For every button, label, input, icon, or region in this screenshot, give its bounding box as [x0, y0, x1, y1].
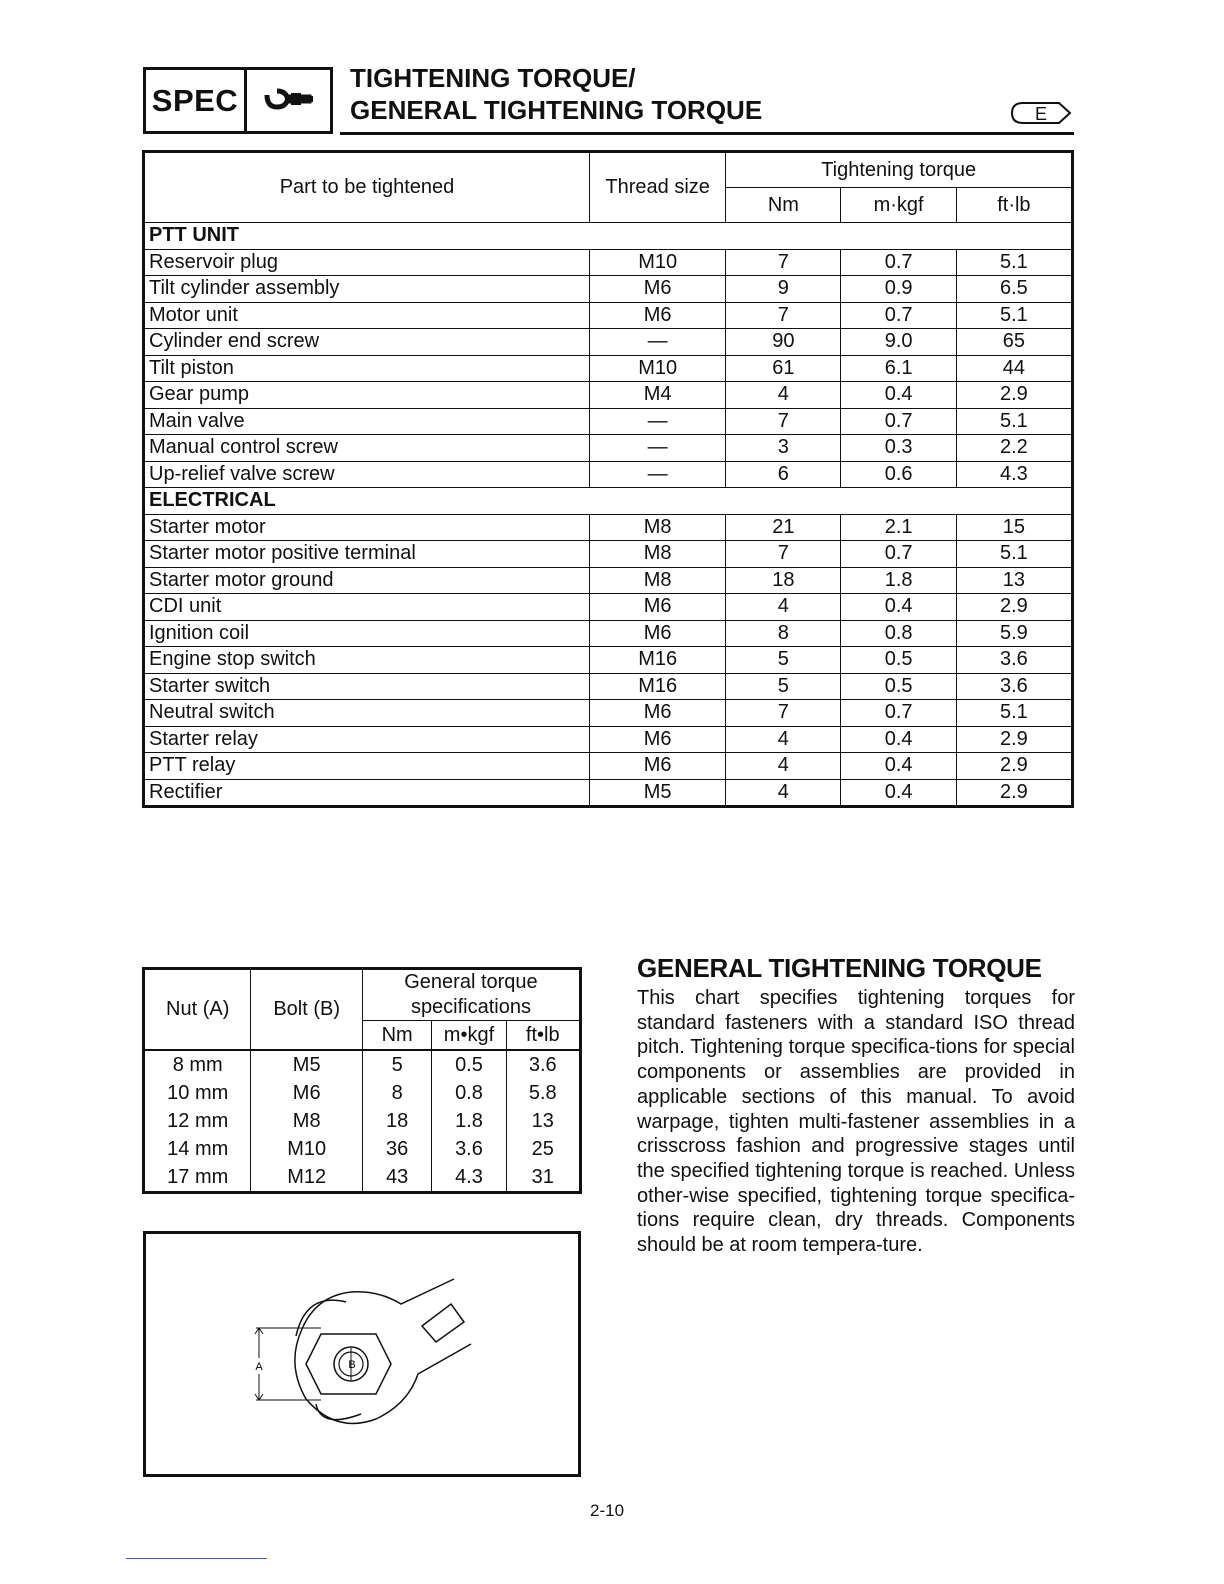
part-cell: CDI unit: [144, 594, 590, 621]
thread-cell: —: [590, 435, 726, 462]
table-row: [144, 514, 1073, 541]
nm-cell: 9: [726, 276, 841, 303]
nm-cell: 7: [726, 700, 841, 727]
table-row: [144, 1079, 581, 1107]
ftlb-cell: 5.8: [506, 1079, 580, 1107]
mkgf-cell: 0.8: [432, 1079, 506, 1107]
thread-cell: M4: [590, 382, 726, 409]
page-number: 2-10: [590, 1501, 625, 1520]
table-row: [144, 1163, 581, 1193]
ftlb-cell: 65: [956, 329, 1072, 356]
section-title: ELECTRICAL: [144, 488, 1073, 515]
col-nut-header: Nut (A): [144, 969, 251, 1051]
ftlb-cell: 25: [506, 1135, 580, 1163]
nm-cell: 18: [362, 1107, 431, 1135]
thread-cell: M8: [590, 567, 726, 594]
mkgf-cell: 0.5: [432, 1050, 506, 1079]
table-row: [144, 1135, 581, 1163]
part-cell: Engine stop switch: [144, 647, 590, 674]
mkgf-cell: 9.0: [841, 329, 956, 356]
mkgf-cell: 0.4: [841, 594, 956, 621]
nm-cell: 7: [726, 249, 841, 276]
table-row: [144, 249, 1073, 276]
table-row: [144, 726, 1073, 753]
unit-nm-header: Nm: [726, 188, 841, 223]
mkgf-cell: 0.4: [841, 779, 956, 807]
torque-table-body: [144, 223, 1073, 807]
nm-cell: 4: [726, 726, 841, 753]
mkgf-cell: 2.1: [841, 514, 956, 541]
part-cell: Ignition coil: [144, 620, 590, 647]
bolt-cell: M6: [251, 1079, 362, 1107]
thread-cell: M5: [590, 779, 726, 807]
thread-cell: M6: [590, 620, 726, 647]
part-cell: Starter motor positive terminal: [144, 541, 590, 568]
col-part-header: Part to be tightened: [144, 152, 590, 223]
nut-and-wrench-illustration: [146, 1234, 578, 1474]
col-spec-header: General torque specifications: [362, 969, 580, 1021]
part-cell: Manual control screw: [144, 435, 590, 462]
bolt-cell: M12: [251, 1163, 362, 1193]
general-torque-paragraph: This chart specifies tightening torques for standard fasteners with a standard ISO thread pitch. Tightening torque specifica-tions for special components or assemblies are provided in applicable sections of this manual. To avoid warpage, tighten multi-fastener assemblies in a crisscross fashion and progressive stages until the specified tightening torque is reached. Unless other-wise specified, tightening torque specifica-tions require clean, dry threads. Components should be at room tempera-ture.: [637, 987, 1075, 1257]
table-row: [144, 673, 1073, 700]
mkgf-cell: 0.7: [841, 408, 956, 435]
nut-cell: 14 mm: [144, 1135, 251, 1163]
mkgf-cell: 0.5: [841, 673, 956, 700]
table-row: [144, 647, 1073, 674]
unit-ftlb-header: ft·lb: [956, 188, 1072, 223]
thread-cell: M6: [590, 726, 726, 753]
section-row: [144, 223, 1073, 250]
table-row: [144, 753, 1073, 780]
mkgf-cell: 3.6: [432, 1135, 506, 1163]
part-cell: Cylinder end screw: [144, 329, 590, 356]
ftlb-cell: 31: [506, 1163, 580, 1193]
general-table-body: [144, 1050, 581, 1193]
section-row: [144, 488, 1073, 515]
part-cell: Tilt cylinder assembly: [144, 276, 590, 303]
thread-cell: —: [590, 408, 726, 435]
nm-cell: 5: [362, 1050, 431, 1079]
part-cell: Main valve: [144, 408, 590, 435]
nut-cell: 10 mm: [144, 1079, 251, 1107]
title-line-1: TIGHTENING TORQUE/: [350, 63, 636, 93]
nm-cell: 61: [726, 355, 841, 382]
label-a: A: [255, 1361, 263, 1373]
thread-cell: M10: [590, 355, 726, 382]
ftlb-cell: 13: [956, 567, 1072, 594]
mkgf-cell: 4.3: [432, 1163, 506, 1193]
part-cell: PTT relay: [144, 753, 590, 780]
nm-cell: 90: [726, 329, 841, 356]
spec-badge: [143, 67, 333, 134]
part-cell: Rectifier: [144, 779, 590, 807]
bolt-cell: M10: [251, 1135, 362, 1163]
nm-cell: 4: [726, 753, 841, 780]
thread-cell: M8: [590, 541, 726, 568]
nm-cell: 7: [726, 408, 841, 435]
mkgf-cell: 0.4: [841, 753, 956, 780]
part-cell: Starter motor: [144, 514, 590, 541]
spec-label: SPEC: [146, 70, 247, 131]
nm-cell: 21: [726, 514, 841, 541]
wrench-diagram: [143, 1231, 581, 1477]
mkgf-cell: 0.9: [841, 276, 956, 303]
nm-cell: 18: [726, 567, 841, 594]
col-thread-header: Thread size: [590, 152, 726, 223]
ftlb-cell: 2.9: [956, 726, 1072, 753]
label-b: B: [348, 1359, 356, 1371]
thread-cell: M16: [590, 647, 726, 674]
table-row: [144, 461, 1073, 488]
thread-cell: M6: [590, 276, 726, 303]
nm-cell: 4: [726, 594, 841, 621]
table-row: [144, 567, 1073, 594]
unit-mkgf-header: m·kgf: [841, 188, 956, 223]
mkgf-cell: 0.7: [841, 302, 956, 329]
bolt-cell: M5: [251, 1050, 362, 1079]
mkgf-cell: 0.4: [841, 726, 956, 753]
mkgf-cell: 0.7: [841, 700, 956, 727]
language-badge: [1010, 100, 1072, 131]
col-bolt-header: Bolt (B): [251, 969, 362, 1051]
table-row: [144, 594, 1073, 621]
table-row: [144, 541, 1073, 568]
part-cell: Gear pump: [144, 382, 590, 409]
ftlb-cell: 6.5: [956, 276, 1072, 303]
table-row: [144, 435, 1073, 462]
ftlb-cell: 44: [956, 355, 1072, 382]
part-cell: Motor unit: [144, 302, 590, 329]
nm-cell: 5: [726, 673, 841, 700]
ftlb-cell: 3.6: [956, 673, 1072, 700]
ftlb-cell: 5.1: [956, 700, 1072, 727]
part-cell: Reservoir plug: [144, 249, 590, 276]
thread-cell: M8: [590, 514, 726, 541]
table-row: [144, 779, 1073, 807]
ftlb-cell: 4.3: [956, 461, 1072, 488]
mkgf-cell: 0.8: [841, 620, 956, 647]
ftlb-cell: 13: [506, 1107, 580, 1135]
table-row: [144, 1050, 581, 1079]
table-row: [144, 355, 1073, 382]
title-divider: [340, 132, 1074, 135]
part-cell: Starter switch: [144, 673, 590, 700]
nm-cell: 4: [726, 779, 841, 807]
nut-cell: 17 mm: [144, 1163, 251, 1193]
page-title: [350, 62, 762, 126]
table-row: [144, 382, 1073, 409]
nm-cell: 7: [726, 302, 841, 329]
table-row: [144, 1107, 581, 1135]
table-row: [144, 408, 1073, 435]
thread-cell: —: [590, 461, 726, 488]
ftlb-cell: 5.1: [956, 408, 1072, 435]
table-row: [144, 620, 1073, 647]
ftlb-cell: 15: [956, 514, 1072, 541]
ftlb-cell: 3.6: [956, 647, 1072, 674]
nm-cell: 6: [726, 461, 841, 488]
thread-cell: M16: [590, 673, 726, 700]
mkgf-cell: 1.8: [432, 1107, 506, 1135]
general-torque-table: [142, 967, 582, 1194]
thread-cell: M6: [590, 753, 726, 780]
ftlb-cell: 3.6: [506, 1050, 580, 1079]
language-badge-letter: E: [1034, 104, 1048, 124]
ftlb-cell: 2.9: [956, 779, 1072, 807]
title-line-2: GENERAL TIGHTENING TORQUE: [350, 95, 763, 125]
part-cell: Up-relief valve screw: [144, 461, 590, 488]
table-row: [144, 276, 1073, 303]
tightening-torque-table: [142, 150, 1074, 808]
nm-cell: 8: [362, 1079, 431, 1107]
mkgf-cell: 0.7: [841, 249, 956, 276]
thread-cell: M6: [590, 594, 726, 621]
mkgf-cell: 0.6: [841, 461, 956, 488]
nm-cell: 8: [726, 620, 841, 647]
ftlb-cell: 2.2: [956, 435, 1072, 462]
section-title: PTT UNIT: [144, 223, 1073, 250]
gen-unit-nm-header: Nm: [362, 1021, 431, 1051]
nut-cell: 8 mm: [144, 1050, 251, 1079]
thread-cell: M6: [590, 700, 726, 727]
table-row: [144, 700, 1073, 727]
nut-cell: 12 mm: [144, 1107, 251, 1135]
ftlb-cell: 5.1: [956, 249, 1072, 276]
footer-rule: [126, 1558, 267, 1559]
part-cell: Tilt piston: [144, 355, 590, 382]
ftlb-cell: 2.9: [956, 382, 1072, 409]
mkgf-cell: 0.7: [841, 541, 956, 568]
nm-cell: 3: [726, 435, 841, 462]
thread-cell: —: [590, 329, 726, 356]
thread-cell: M6: [590, 302, 726, 329]
gen-unit-mkgf-header: m•kgf: [432, 1021, 506, 1051]
wrench-icon: [247, 70, 330, 131]
col-torque-header: Tightening torque: [726, 152, 1073, 188]
table-row: [144, 329, 1073, 356]
ftlb-cell: 5.1: [956, 541, 1072, 568]
ftlb-cell: 5.9: [956, 620, 1072, 647]
nm-cell: 5: [726, 647, 841, 674]
thread-cell: M10: [590, 249, 726, 276]
mkgf-cell: 0.4: [841, 382, 956, 409]
nm-cell: 4: [726, 382, 841, 409]
nm-cell: 43: [362, 1163, 431, 1193]
bolt-cell: M8: [251, 1107, 362, 1135]
part-cell: Starter relay: [144, 726, 590, 753]
mkgf-cell: 6.1: [841, 355, 956, 382]
part-cell: Neutral switch: [144, 700, 590, 727]
nm-cell: 36: [362, 1135, 431, 1163]
mkgf-cell: 1.8: [841, 567, 956, 594]
mkgf-cell: 0.5: [841, 647, 956, 674]
ftlb-cell: 2.9: [956, 594, 1072, 621]
general-torque-heading: GENERAL TIGHTENING TORQUE: [637, 953, 1042, 983]
table-row: [144, 302, 1073, 329]
part-cell: Starter motor ground: [144, 567, 590, 594]
ftlb-cell: 5.1: [956, 302, 1072, 329]
ftlb-cell: 2.9: [956, 753, 1072, 780]
gen-unit-ftlb-header: ft•lb: [506, 1021, 580, 1051]
nm-cell: 7: [726, 541, 841, 568]
mkgf-cell: 0.3: [841, 435, 956, 462]
